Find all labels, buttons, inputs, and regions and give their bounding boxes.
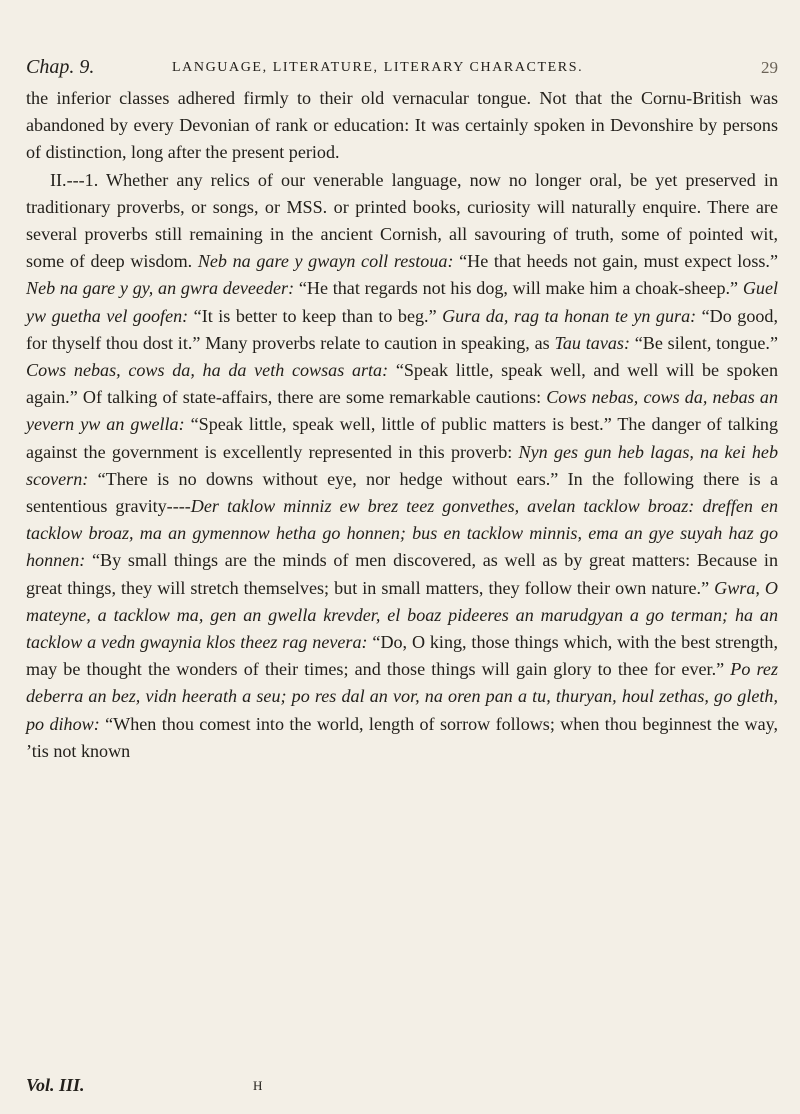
text-run [728, 605, 735, 625]
cornish-phrase: Gwra, O mateyne, a tacklow ma, gen an gwella krevder, el boaz pideeres an marudgyan a go terman; [26, 577, 778, 625]
paragraph [26, 85, 778, 167]
cornish-phrase: Gura da, rag ta honan te yn gura: [442, 305, 697, 326]
text-run: the inferior classes adhered firmly to their old vernacular tongue. Not that the Cornu-British was abandoned by every Devonian of rank or education: It was certainly spoken in Devonshire by persons of distinction, long after the present period. [26, 88, 778, 163]
text-run: “Do, O king, those things which, with the best strength, may be thought the wonders of their times; and those things will gain glory to thee for ever.” [26, 632, 778, 680]
cornish-phrase: Po rez deberra an bez, vidn heerath a seu; po res dal an vor, na oren pan a tu, thuryan, houl zethas, go gleth, po dihow: [26, 659, 778, 734]
text-run: “By small things are the minds of men discovered, as well as by great matters: Because in great things, they will stretch themselves; but in small matters, they follow their own nature.” [26, 550, 778, 598]
text-run: “It is better to keep than to beg.” [188, 305, 443, 326]
cornish-phrase: Neb na gare y gy, an gwra deveeder: [26, 278, 295, 299]
text-run: II.---1. Whether any relics of our venerable language, now no longer oral, be yet preserved in traditionary proverbs, or songs, or MSS. or printed books, curiosity will naturally enquire. There are several proverbs still remaining in the ancient Cornish, all savouring of truth, some of pointed wit, some of deep wisdom. [26, 169, 778, 272]
text-run: “Speak little, speak well, and well will be spoken again.” Of talking of state-affairs, there are some remarkable cautions: [26, 360, 778, 408]
running-head [26, 56, 778, 82]
cornish-phrase: Guel yw guetha vel goofen: [26, 278, 778, 326]
running-title: LANGUAGE, LITERATURE, LITERARY CHARACTERS. [172, 60, 584, 75]
cornish-phrase: Nyn ges gun heb lagas, na kei heb scovern: [26, 441, 779, 489]
cornish-phrase: ha an tacklow a vedn gwaynia klos theez rag nevera: [26, 604, 778, 653]
chapter-label: Chap. 9. [26, 56, 95, 78]
page-footer [26, 1075, 786, 1099]
volume-label: Vol. III. [26, 1075, 85, 1095]
cornish-phrase: Neb na gare y gwayn coll restoua: [197, 251, 454, 272]
body-text [26, 85, 778, 765]
cornish-phrase: Cows nebas, cows da, ha da veth cowsas arta: [26, 360, 389, 381]
page-number: 29 [761, 58, 778, 77]
text-run: “When thou comest into the world, length of sorrow follows; when thou beginnest the way, ’tis not known [26, 713, 778, 761]
text-run: “He that regards not his dog, will make him a choak-sheep.” [294, 278, 743, 299]
paragraph [26, 167, 778, 765]
text-run: “Speak little, speak well, little of public matters is best.” The danger of talking against the government is excellently represented in this proverb: [26, 414, 779, 462]
text-run: “He that heeds not gain, must expect loss.” [453, 251, 778, 272]
text-run: “Do good, for thyself thou dost it.” Many proverbs relate to caution in speaking, as [26, 305, 778, 353]
cornish-phrase: Cows nebas, cows da, nebas an yevern yw an gwella: [26, 387, 778, 435]
text-run: “There is no downs without eye, nor hedge without ears.” In the following there is a sententious gravity---- [26, 468, 778, 517]
text-run: “Be silent, tongue.” [629, 332, 778, 353]
cornish-phrase: Tau tavas: [554, 332, 630, 353]
cornish-phrase: Der taklow minniz ew brez teez gonvethes, avelan tacklow broaz: dreffen en tacklow broaz, ma an gymennow hetha go honnen; bus en tacklow minnis, ema an gye suyah haz go honnen: [26, 496, 778, 571]
signature-mark: H [253, 1078, 264, 1093]
